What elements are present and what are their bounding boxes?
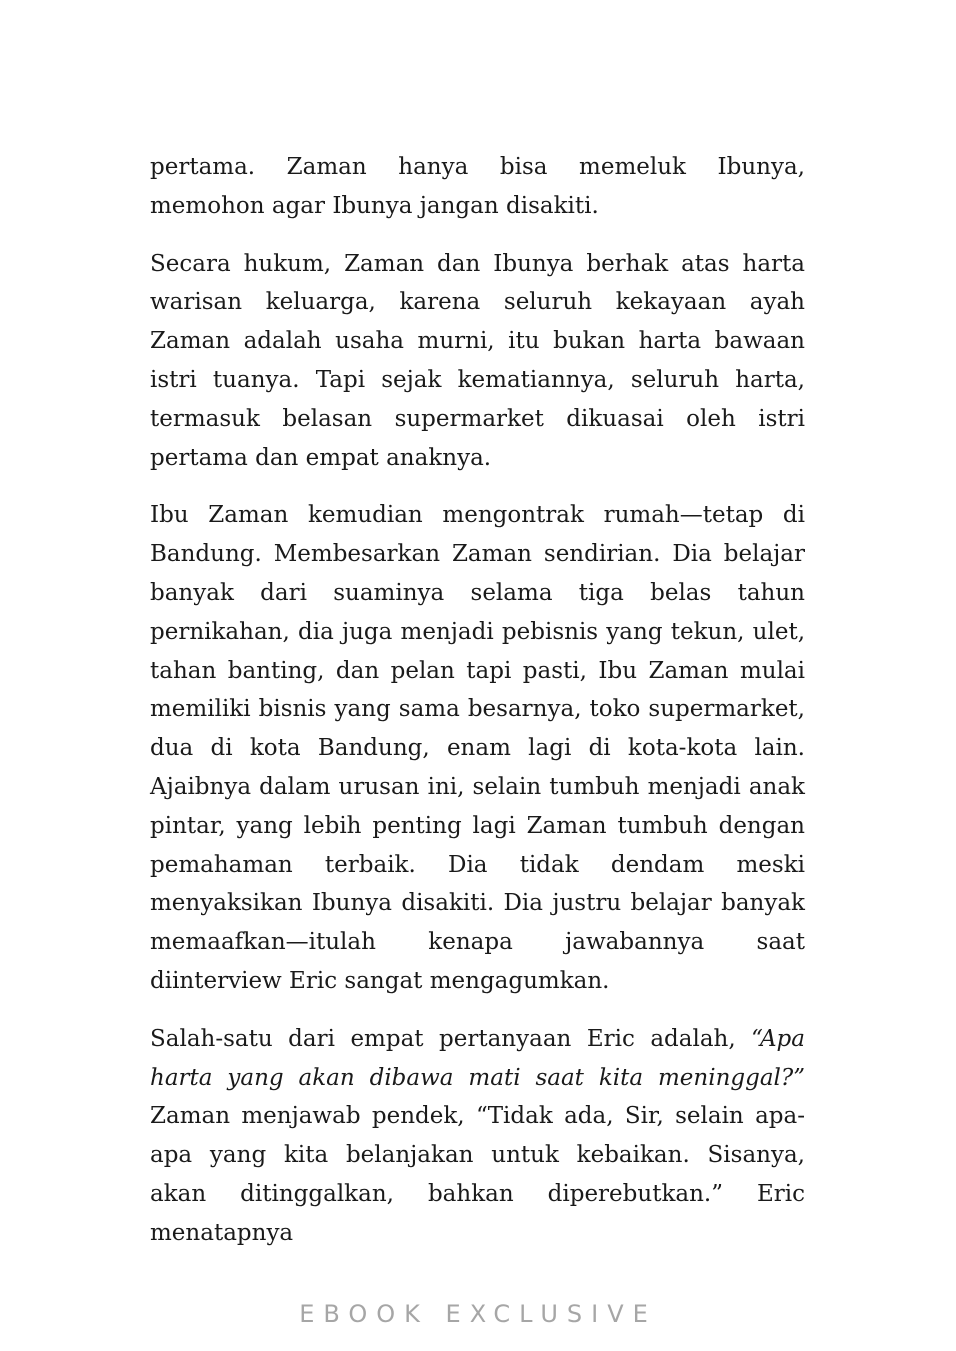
paragraph-2: Secara hukum, Zaman dan Ibunya berhak atas harta warisan keluarga, karena seluruh kekayaan ayah Zaman adalah usaha murni, itu bukan harta bawaan istri tuanya. Tapi sejak kematiannya, seluruh harta, termasuk belasan supermarket dikuasai oleh istri pertama dan empat anaknya. — [150, 250, 805, 471]
paragraph-4 — [150, 1020, 805, 1253]
footer-label: EBOOK EXCLUSIVE — [299, 1300, 657, 1328]
paragraph-3: Ibu Zaman kemudian mengontrak rumah—tetap di Bandung. Membesarkan Zaman sendirian. Dia belajar banyak dari suaminya selama tiga belas tahun pernikahan, dia juga menjadi pebisnis yang tekun, ulet, tahan banting, dan pelan tapi pasti, Ibu Zaman mulai memiliki bisnis yang sama besarnya, toko supermarket, dua di kota Bandung, enam lagi di kota-kota lain. Ajaibnya dalam urusan ini, selain tumbuh menjadi anak pintar, yang lebih penting lagi Zaman tumbuh dengan pemahaman terbaik. Dia tidak dendam meski menyaksikan Ibunya disakiti. Dia justru belajar banyak memaafkan—itulah kenapa jawabannya saat diinterview Eric sangat mengagumkan. — [150, 502, 805, 994]
paragraph-4-italic-quote: “Apa harta yang akan dibawa mati saat kita meninggal?” — [150, 1025, 805, 1091]
paragraph-4-rest: Zaman menjawab pendek, “Tidak ada, Sir, selain apa-apa yang kita belanjakan untuk kebaikan. Sisanya, akan ditinggalkan, bahkan diperebutkan.” Eric menatapnya — [150, 1103, 805, 1246]
body-text — [150, 148, 805, 1253]
paragraph-1: pertama. Zaman hanya bisa memeluk Ibunya, memohon agar Ibunya jangan disakiti. — [150, 154, 805, 219]
paragraph-4-intro: Salah-satu dari empat pertanyaan Eric adalah, — [150, 1025, 752, 1052]
